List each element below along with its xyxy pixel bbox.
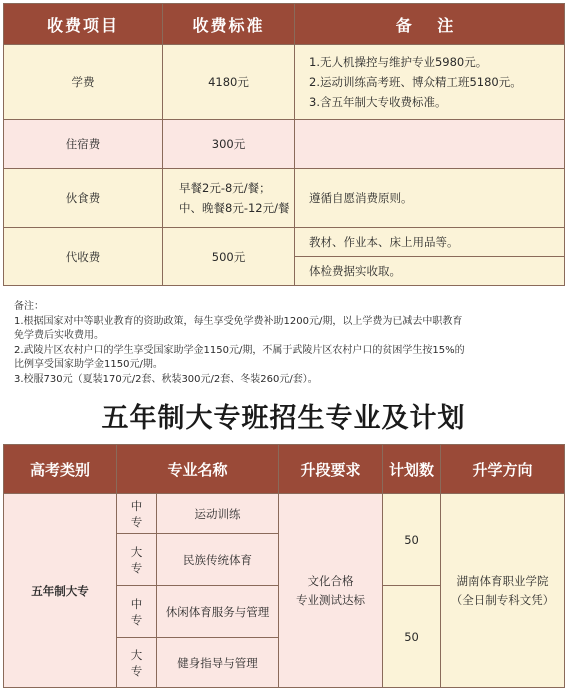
major-name: 健身指导与管理 xyxy=(157,638,279,688)
level-cell xyxy=(117,534,157,586)
tuition-standard: 4180元 xyxy=(163,45,295,120)
tuition-item: 学费 xyxy=(4,45,163,120)
level-label: 中 专 xyxy=(130,596,143,627)
notes-line-4: 比例享受国家助学金1150元/期。 xyxy=(14,359,163,370)
notes-line-3: 2.武陵片区农村户口的学生享受国家助学金1150元/期，不属于武陵片区农村户口的贫困学生按15%的 xyxy=(14,344,465,356)
tuition-note-3: 3.含五年制大专收费标准。 xyxy=(309,95,447,109)
table-row-tuition xyxy=(4,45,565,120)
major-name: 运动训练 xyxy=(157,494,279,534)
table-row xyxy=(4,494,565,534)
requirement-cell xyxy=(279,494,383,688)
header-direction: 升学方向 xyxy=(441,445,565,494)
fee-table-header-row xyxy=(4,4,565,45)
header-major-name: 专业名称 xyxy=(117,445,279,494)
header-requirement: 升段要求 xyxy=(279,445,383,494)
header-fee-remark: 备 注 xyxy=(295,4,565,45)
notes-line-2: 免学费后实收费用。 xyxy=(14,330,104,341)
page-title: 五年制大专班招生专业及计划 xyxy=(101,403,466,434)
fee-table xyxy=(3,3,565,286)
requirement-line-1: 文化合格 xyxy=(307,573,354,588)
notes-block xyxy=(14,300,560,387)
header-exam-category: 高考类别 xyxy=(4,445,117,494)
direction-cell xyxy=(441,494,565,688)
collection-standard: 500元 xyxy=(163,228,295,286)
collection-note-1: 教材、作业本、床上用品等。 xyxy=(295,228,565,257)
exam-category: 五年制大专 xyxy=(4,494,117,688)
dorm-standard: 300元 xyxy=(163,120,295,169)
requirement-line-2: 专业测试达标 xyxy=(296,592,366,607)
notes-line-5: 3.校服730元（夏装170元/2套、秋装300元/2套、冬装260元/套）。 xyxy=(14,373,318,385)
plan-count: 50 xyxy=(383,494,441,586)
tuition-note-2: 2.运动训练高考班、博众精工班5180元。 xyxy=(309,75,522,89)
dorm-item: 住宿费 xyxy=(4,120,163,169)
table-row-meals xyxy=(4,169,565,228)
tuition-notes xyxy=(295,45,565,120)
plan-table-header-row xyxy=(4,445,565,494)
direction-line-2: （全日制专科文凭） xyxy=(450,592,555,607)
notes-line-1: 1.根据国家对中等职业教育的资助政策，每生享受免学费补助1200元/期，以上学费为已减去中职教育 xyxy=(14,315,463,327)
table-row-collection-a xyxy=(4,228,565,257)
direction-line-1: 湖南体育职业学院 xyxy=(456,573,549,588)
tuition-note-1: 1.无人机操控与维护专业5980元。 xyxy=(309,55,488,69)
header-fee-standard: 收费标准 xyxy=(163,4,295,45)
meals-standard xyxy=(163,169,295,228)
collection-note-2: 体检费据实收取。 xyxy=(295,257,565,286)
meals-item: 伙食费 xyxy=(4,169,163,228)
level-cell xyxy=(117,586,157,638)
meals-standard-line-1: 早餐2元-8元/餐； xyxy=(179,181,271,195)
level-label: 中 专 xyxy=(130,498,143,529)
header-plan-count: 计划数 xyxy=(383,445,441,494)
level-cell xyxy=(117,638,157,688)
level-label: 大 专 xyxy=(130,544,143,575)
dorm-note xyxy=(295,120,565,169)
table-row-dorm xyxy=(4,120,565,169)
header-fee-item: 收费项目 xyxy=(4,4,163,45)
meals-note: 遵循自愿消费原则。 xyxy=(295,169,565,228)
collection-item: 代收费 xyxy=(4,228,163,286)
level-label: 大 专 xyxy=(130,647,143,678)
level-cell xyxy=(117,494,157,534)
major-name: 民族传统体育 xyxy=(157,534,279,586)
meals-standard-line-2: 中、晚餐8元-12元/餐 xyxy=(179,201,290,215)
plan-count: 50 xyxy=(383,586,441,688)
major-name: 休闲体育服务与管理 xyxy=(157,586,279,638)
plan-table xyxy=(3,444,565,688)
notes-title: 备注： xyxy=(14,301,44,312)
